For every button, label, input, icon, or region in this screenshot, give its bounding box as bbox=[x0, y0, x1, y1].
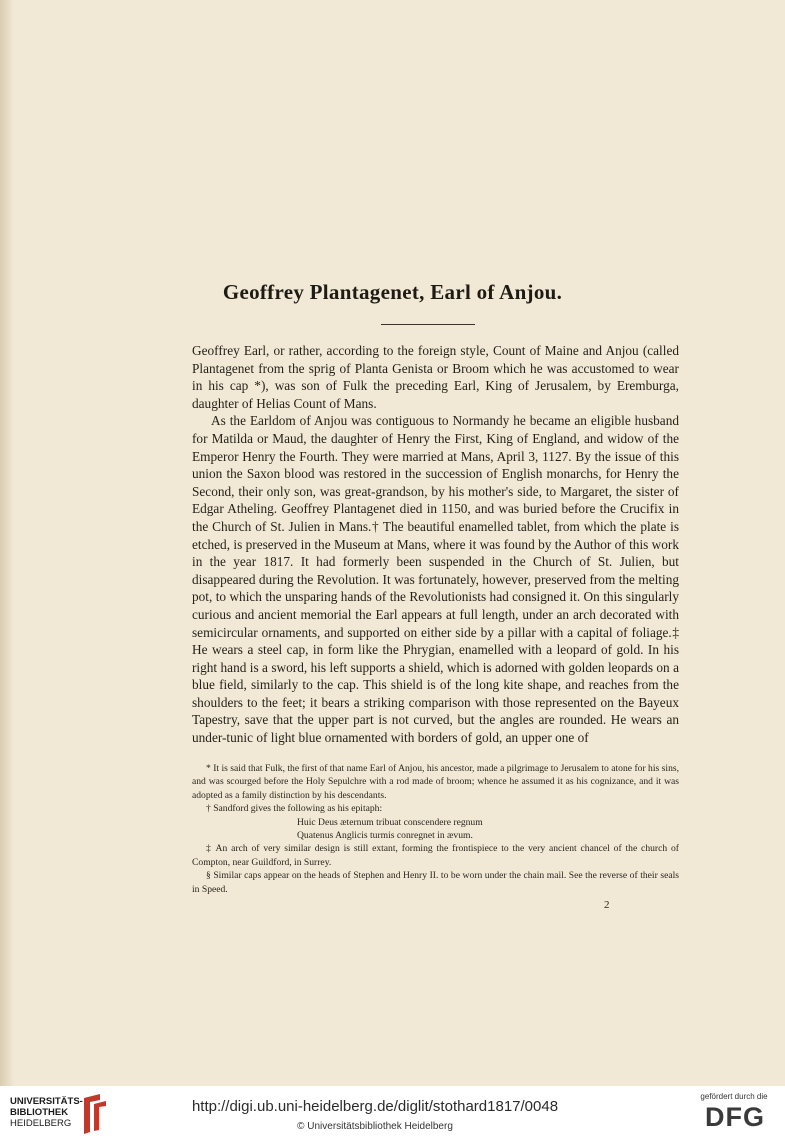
page-number: 2 bbox=[604, 899, 610, 911]
title-rule bbox=[381, 324, 475, 325]
library-name-line-3: HEIDELBERG bbox=[10, 1118, 72, 1129]
library-mark-icon bbox=[80, 1092, 108, 1136]
copyright-notice: © Universitätsbibliothek Heidelberg bbox=[297, 1121, 453, 1132]
page-left-edge-shadow bbox=[0, 0, 14, 1086]
footnote-section: § Similar caps appear on the heads of Stephen and Henry II. to be worn under the chain mail. See the reverse of their seals in Speed. bbox=[192, 870, 679, 895]
permalink-url[interactable]: http://digi.ub.uni-heidelberg.de/diglit/stothard1817/0048 bbox=[191, 1098, 559, 1115]
library-name-line-1: UNIVERSITÄTS- bbox=[10, 1096, 83, 1107]
footnote-dagger: † Sandford gives the following as his epitaph: bbox=[206, 803, 383, 815]
page-title: Geoffrey Plantagenet, Earl of Anjou. bbox=[222, 280, 563, 304]
paragraph-1: Geoffrey Earl, or rather, according to the foreign style, Count of Maine and Anjou (called Plantagenet from the sprig of Planta Genista or Broom which he was accustomed to wear in his cap *), was son of Fulk the preceding Earl, King of Jerusalem, by Eremburga, daughter of Helias Count of Mans. bbox=[192, 343, 679, 411]
main-text bbox=[192, 342, 679, 747]
footnotes bbox=[192, 762, 679, 896]
epitaph-line-1: Huic Deus æternum tribuat conscendere regnum bbox=[297, 816, 483, 828]
dfg-logo[interactable]: DFG bbox=[705, 1102, 765, 1132]
university-library-logo[interactable] bbox=[10, 1096, 83, 1129]
funding-caption: gefördert durch die bbox=[700, 1092, 768, 1101]
viewer-footer bbox=[0, 1086, 785, 1142]
footnote-asterisk: * It is said that Fulk, the first of that name Earl of Anjou, his ancestor, made a pilgrimage to Jerusalem to atone for his sins, and was scourged before the Holy Sepulchre with a rod made of broom; whence he assumed it as his cognizance, and it was adopted as a family distinction by his descendants. bbox=[192, 763, 679, 801]
library-name-line-2: BIBLIOTHEK bbox=[10, 1107, 69, 1118]
paragraph-2: As the Earldom of Anjou was contiguous to Normandy he became an eligible husband for Matilda or Maud, the daughter of Henry the First, King of England, and widow of the Emperor Henry the Fourth. They were married at Mans, April 3, 1127. By the issue of this union the Saxon blood was restored in the succession of English monarchs, for Henry the Second, their only son, was great-grandson, by his mother's side, to Margaret, the sister of Edgar Atheling. Geoffrey Plantagenet died in 1150, and was buried before the Crucifix in the Church of St. Julien in Mans.† The beautiful enamelled tablet, from which the plate is etched, is preserved in the Museum at Mans, where it was found by the Author of this work in the year 1817. It had formerly been suspended in the Church of St. Julien, but disappeared during the Revolution. It was fortunately, however, preserved from the melting pot, to which the unsparing hands of the Revolutionists had consigned it. On this singularly curious and ancient memorial the Earl appears at full length, under an arch decorated with semicircular ornaments, and supported on either side by a pillar with a capital of foliage.‡ He wears a steel cap, in form like the Phrygian, enamelled with a leopard of gold. In his right hand is a sword, his left supports a shield, which is adorned with golden leopards on a blue field, similarly to the cap. This shield is of the long kite shape, and reaches from the shoulders to the feet; it bears a striking comparison with those represented on the Bayeux Tapestry, save that the upper part is not curved, but the angles are rounded. He wears an under-tunic of light blue ornamented with borders of gold, an upper one of bbox=[192, 413, 679, 746]
footnote-double-dagger: ‡ An arch of very similar design is still extant, forming the frontispiece to the very ancient chancel of the church of Compton, near Guildford, in Surrey. bbox=[192, 843, 679, 868]
epitaph-line-2: Quatenus Anglicis turmis conregnet in ævum. bbox=[297, 830, 473, 842]
